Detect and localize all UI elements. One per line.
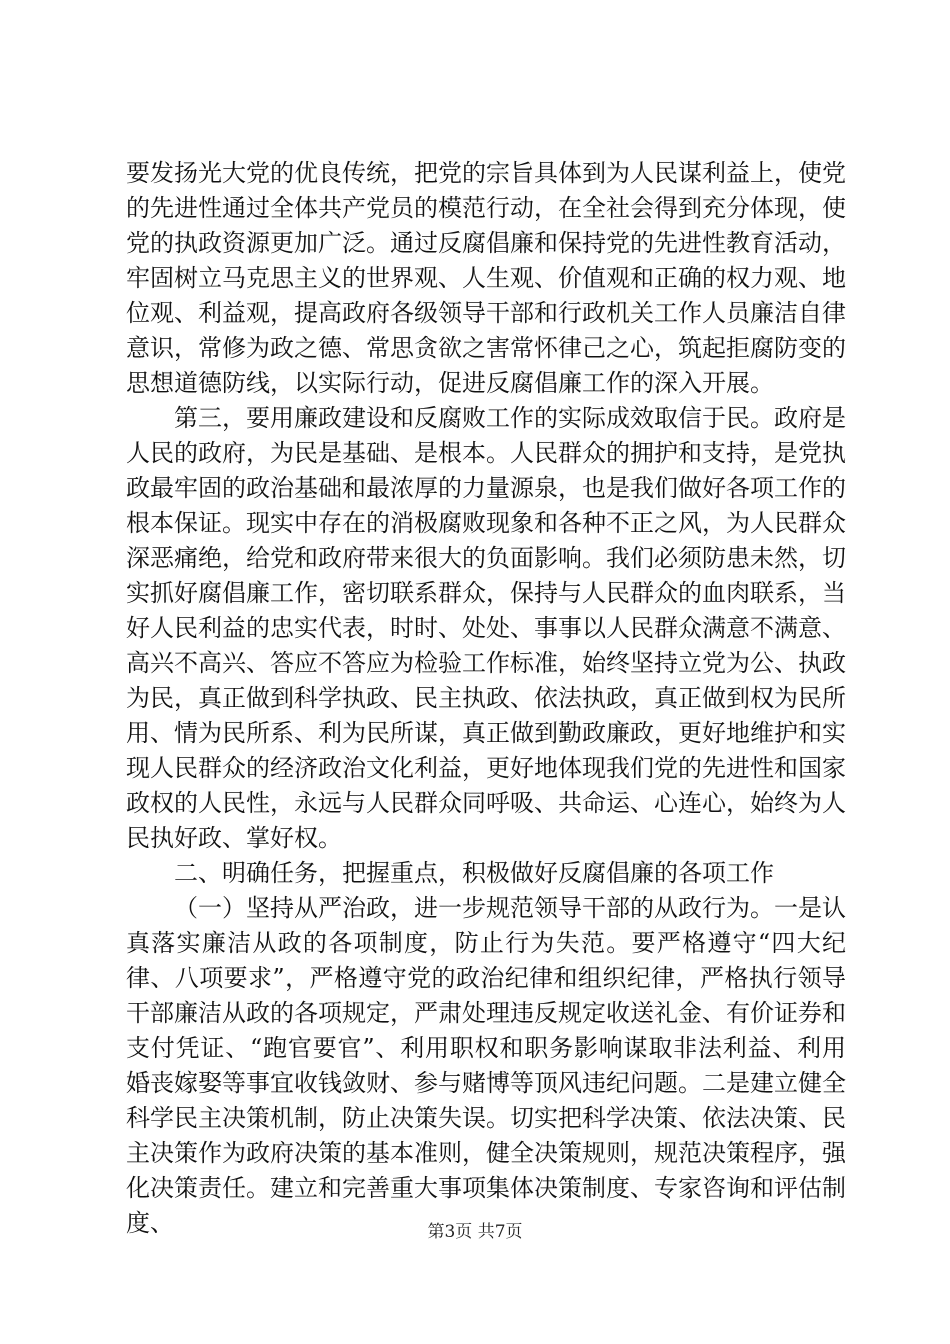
page-footer: 第3页 共7页 xyxy=(427,1222,523,1242)
document-body xyxy=(126,156,846,1241)
paragraph-3: （一）坚持从严治政，进一步规范领导干部的从政行为。一是认真落实廉洁从政的各项制度，防止行为失范。要严格遵守“四大纪律、八项要求”，严格遵守党的政治纪律和组织纪律，严格执行领导干部廉洁从政的各项规定，严肃处理违反规定收送礼金、有价证券和支付凭证、“跑官要官”、利用职权和职务影响谋取非法利益、利用婚丧嫁娶等事宜收钱敛财、参与赌博等顶风违纪问题。二是建立健全科学民主决策机制，防止决策失误。切实把科学决策、依法决策、民主决策作为政府决策的基本准则，健全决策规则，规范决策程序，强化决策责任。建立和完善重大事项集体决策制度、专家咨询和评估制度、 xyxy=(126,894,846,1237)
paragraph-2: 第三，要用廉政建设和反腐败工作的实际成效取信于民。政府是人民的政府，为民是基础、是根本。人民群众的拥护和支持，是党执政最牢固的政治基础和最浓厚的力量源泉，也是我们做好各项工作的根本保证。现实中存在的消极腐败现象和各种不正之风，为人民群众深恶痛绝，给党和政府带来很大的负面影响。我们必须防患未然，切实抓好腐倡廉工作，密切联系群众，保持与人民群众的血肉联系，当好人民利益的忠实代表，时时、处处、事事以人民群众满意不满意、高兴不高兴、答应不答应为检验工作标准，始终坚持立党为公、执政为民，真正做到科学执政、民主执政、依法执政，真正做到权为民所用、情为民所系、利为民所谋，真正做到勤政廉政，更好地维护和实现人民群众的经济政治文化利益，更好地体现我们党的先进性和国家政权的人民性，永远与人民群众同呼吸、共命运、心连心，始终为人民执好政、掌好权。 xyxy=(126,404,846,852)
section-heading: 二、明确任务，把握重点，积极做好反腐倡廉的各项工作 xyxy=(174,859,774,887)
paragraph-1: 要发扬光大党的优良传统，把党的宗旨具体到为人民谋利益上，使党的先进性通过全体共产党员的模范行动，在全社会得到充分体现，使党的执政资源更加广泛。通过反腐倡廉和保持党的先进性教育活动，牢固树立马克思主义的世界观、人生观、价值观和正确的权力观、地位观、利益观，提高政府各级领导干部和行政机关工作人员廉洁自律意识，常修为政之德、常思贪欲之害常怀律己之心，筑起拒腐防变的思想道德防线，以实际行动，促进反腐倡廉工作的深入开展。 xyxy=(126,159,846,397)
